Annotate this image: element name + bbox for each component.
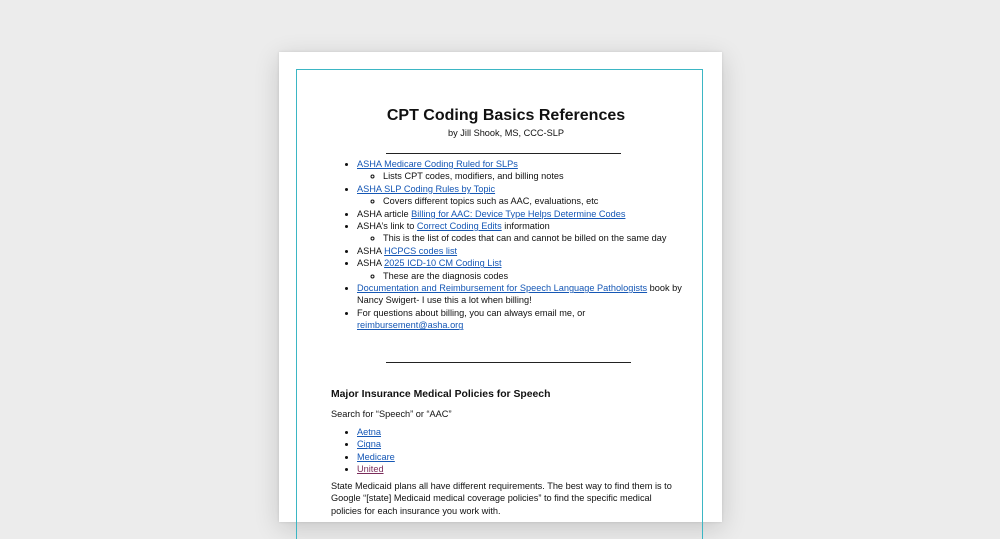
insurer-link-cigna[interactable]: Cigna: [357, 439, 382, 450]
reference-prefix: ASHA article: [357, 208, 412, 219]
reference-prefix: For questions about billing, you can always email me, or: [357, 307, 586, 318]
document-page: [279, 52, 722, 522]
reference-item: [357, 282, 687, 307]
reference-link[interactable]: HCPCS codes list: [384, 245, 458, 256]
reference-prefix: ASHA: [357, 245, 385, 256]
reference-note: ◦ Covers different topics such as AAC, evaluations, etc: [383, 195, 687, 207]
insurer-link-medicare[interactable]: Medicare: [357, 451, 395, 462]
reference-link[interactable]: Documentation and Reimbursement for Speech Language Pathologists: [357, 283, 648, 294]
reference-item: [357, 208, 687, 220]
divider-middle: [386, 362, 631, 363]
reference-link[interactable]: ASHA Medicare Coding Ruled for SLPs: [357, 159, 518, 169]
reference-item: [357, 245, 687, 257]
insurer-link-united[interactable]: United: [357, 464, 384, 475]
search-note: Search for “Speech” or “AAC”: [331, 409, 452, 419]
divider-top: [386, 153, 621, 154]
insurer-item: [357, 426, 395, 438]
medicaid-paragraph: State Medicaid plans all have different requirements. The best way to find them is to Google “[state] Medicaid medical coverage policies” to find the specific medical policies for each insurance you work with.: [331, 481, 672, 516]
author-byline: by Jill Shook, MS, CCC-SLP: [448, 128, 564, 138]
insurance-heading: Major Insurance Medical Policies for Speech: [331, 389, 551, 400]
reference-note: ◦ This is the list of codes that can and cannot be billed on the same day: [383, 232, 687, 244]
reference-list: [331, 158, 687, 332]
insurer-item: [357, 451, 395, 463]
reference-link[interactable]: ASHA SLP Coding Rules by Topic: [357, 183, 496, 194]
insurer-item: [357, 438, 395, 450]
reference-item: [357, 220, 687, 245]
reference-link[interactable]: Billing for AAC: Device Type Helps Determine Codes: [411, 208, 626, 219]
reference-prefix: ASHA: [357, 258, 385, 269]
page-border: [296, 69, 703, 539]
reference-note: ◦ Lists CPT codes, modifiers, and billing notes: [383, 170, 687, 182]
insurer-link-aetna[interactable]: Aetna: [357, 427, 382, 437]
document-title: CPT Coding Basics References: [386, 107, 626, 124]
insurer-list: [331, 426, 395, 476]
reference-note: ◦ These are the diagnosis codes: [383, 270, 687, 282]
reference-item: [357, 257, 687, 282]
reference-link[interactable]: Correct Coding Edits: [416, 221, 502, 232]
reference-prefix: ASHA’s link to: [357, 221, 417, 232]
reference-suffix: book by Nancy Swigert- I use this a lot when billing!: [357, 283, 682, 306]
reference-suffix: information: [501, 221, 550, 232]
email-link[interactable]: reimbursement@asha.org: [357, 320, 464, 331]
reference-item: [357, 158, 687, 183]
reference-item: [357, 307, 687, 332]
insurer-item: [357, 463, 395, 475]
reference-item: [357, 183, 687, 208]
reference-link[interactable]: 2025 ICD-10 CM Coding List: [384, 258, 502, 269]
